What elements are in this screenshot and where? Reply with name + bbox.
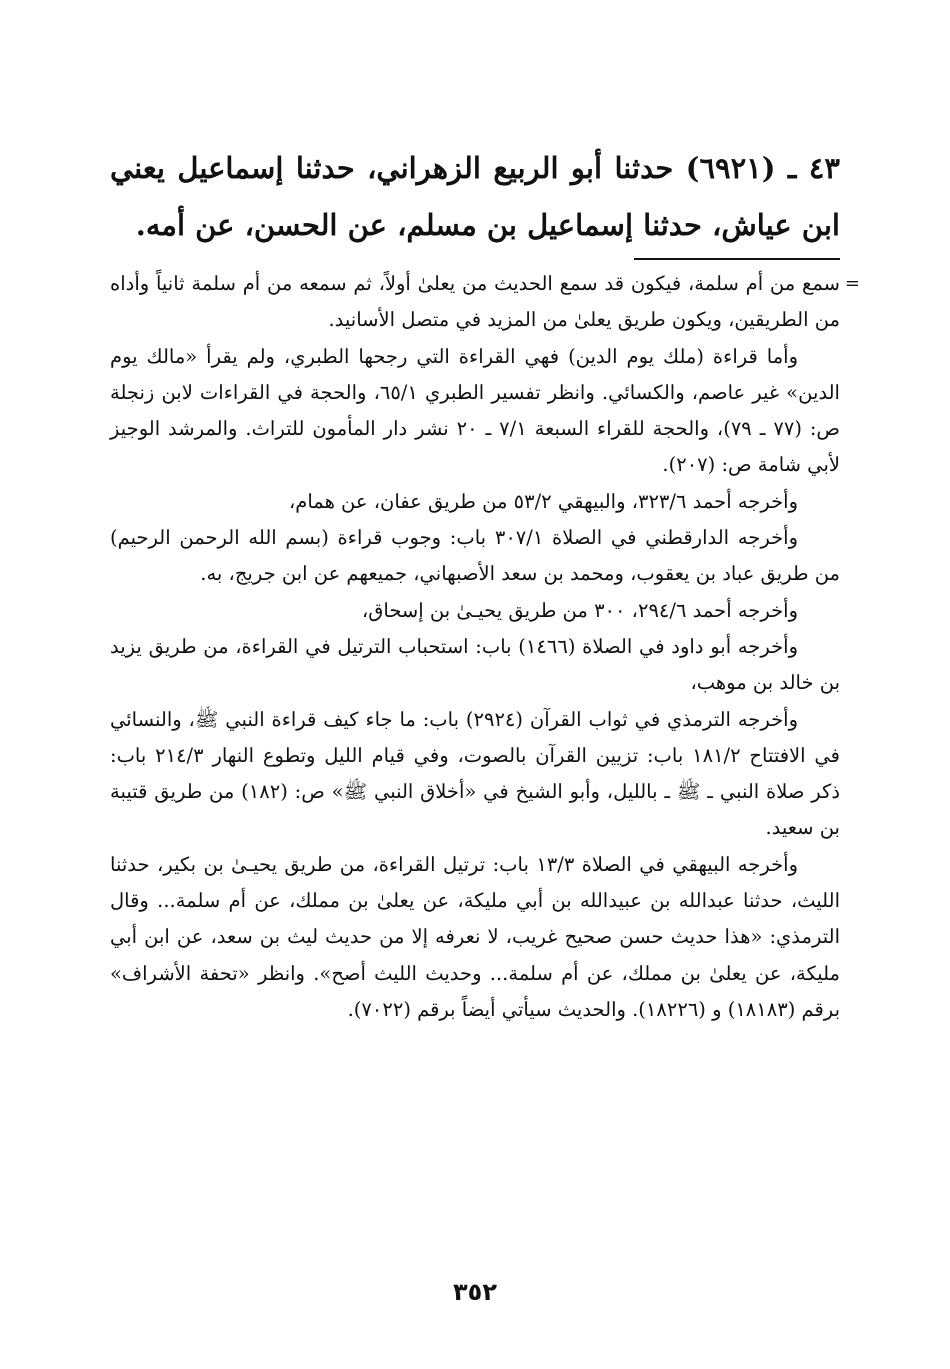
footnote-paragraph: وأخرجه أحمد ٢٩٤/٦، ٣٠٠ من طريق يحيـىٰ بن إسحاق،	[361, 598, 798, 622]
footnote-paragraph: وأخرجه البيهقي في الصلاة ١٣/٣ باب: ترتيل القراءة، من طريق يحيـىٰ بن بكير، حدثنا الليث، حدثنا عبدالله بن عبيدالله بن أبي مليكة، عن يعلىٰ بن مملك، عن أم سلمة... وقال الترمذي: «هذا حديث حسن صحيح غريب، لا نعرفه إلا من حديث ليث بن سعد، عن ابن أبي مليكة، عن يعلىٰ بن مملك، عن أم سلمة... وحديث الليث أصح». وانظر «تحفة الأشراف» برقم (١٨١٨٣) و (١٨٢٢٦). والحديث سيأتي أيضاً برقم (٧٠٢٢).	[110, 852, 840, 1021]
footnote-paragraph: وأخرجه الترمذي في ثواب القرآن (٢٩٢٤) باب: ما جاء كيف قراءة النبي ﷺ، والنسائي في الافتتاح ١٨١/٢ باب: تزيين القرآن بالصوت، وفي قيام الليل وتطوع النهار ٢١٤/٣ باب: ذكر صلاة النبي ـ ﷺ ـ بالليل، وأبو الشيخ في «أخلاق النبي ﷺ» ص: (١٨٢) من طريق قتيبة بن سعيد.	[110, 707, 841, 840]
footnote-paragraph: وأخرجه أحمد ٣٢٣/٦، والبيهقي ٥٣/٢ من طريق عفان، عن همام،	[288, 489, 798, 513]
footnote-paragraph: وأخرجه أبو داود في الصلاة (١٤٦٦) باب: استحباب الترتيل في القراءة، من طريق يزيد بن خالد بن موهب،	[110, 634, 840, 695]
footnote-paragraph: وأخرجه الدارقطني في الصلاة ٣٠٧/١ باب: وجوب قراءة (بسم الله الرحمن الرحيم) من طريق عباد بن يعقوب، ومحمد بن سعد الأصبهاني، جميعهم عن ابن جريج، به.	[110, 526, 840, 586]
continuation-mark: =	[844, 273, 860, 294]
footnote-paragraph: وأما قراءة (ملك يوم الدين) فهي القراءة التي رجحها الطبري، ولم يقرأ «مالك يوم الدين» غير عاصم، والكسائي. وانظر تفسير الطبري ٦٥/١، والحجة في القراءات لابن زنجلة ص: (٧٧ ـ ٧٩)، والحجة للقراء السبعة ٧/١ ـ ٢٠ نشر دار المأمون للتراث. والمرشد الوجيز لأبي شامة ص: (٢٠٧).	[110, 344, 840, 477]
page-body	[110, 140, 860, 1028]
hadith-text: ٤٣ ـ (٦٩٢١) حدثنا أبو الربيع الزهراني، حدثنا إسماعيل يعني ابن عياش، حدثنا إسماعيل بن مسلم، عن الحسن، عن أمه.	[110, 151, 840, 242]
footnote-paragraph-continuation	[110, 266, 860, 339]
footnotes	[110, 266, 860, 1028]
page-number: ٣٥٢	[453, 1278, 497, 1306]
footnote-separator	[634, 258, 840, 260]
footnote-text: سمع من أم سلمة، فيكون قد سمع الحديث من يعلىٰ أولاً، ثم سمعه من أم سلمة ثانياً وأداه من الطريقين، ويكون طريق يعلىٰ من المزيد في متصل الأسانيد.	[110, 272, 841, 332]
